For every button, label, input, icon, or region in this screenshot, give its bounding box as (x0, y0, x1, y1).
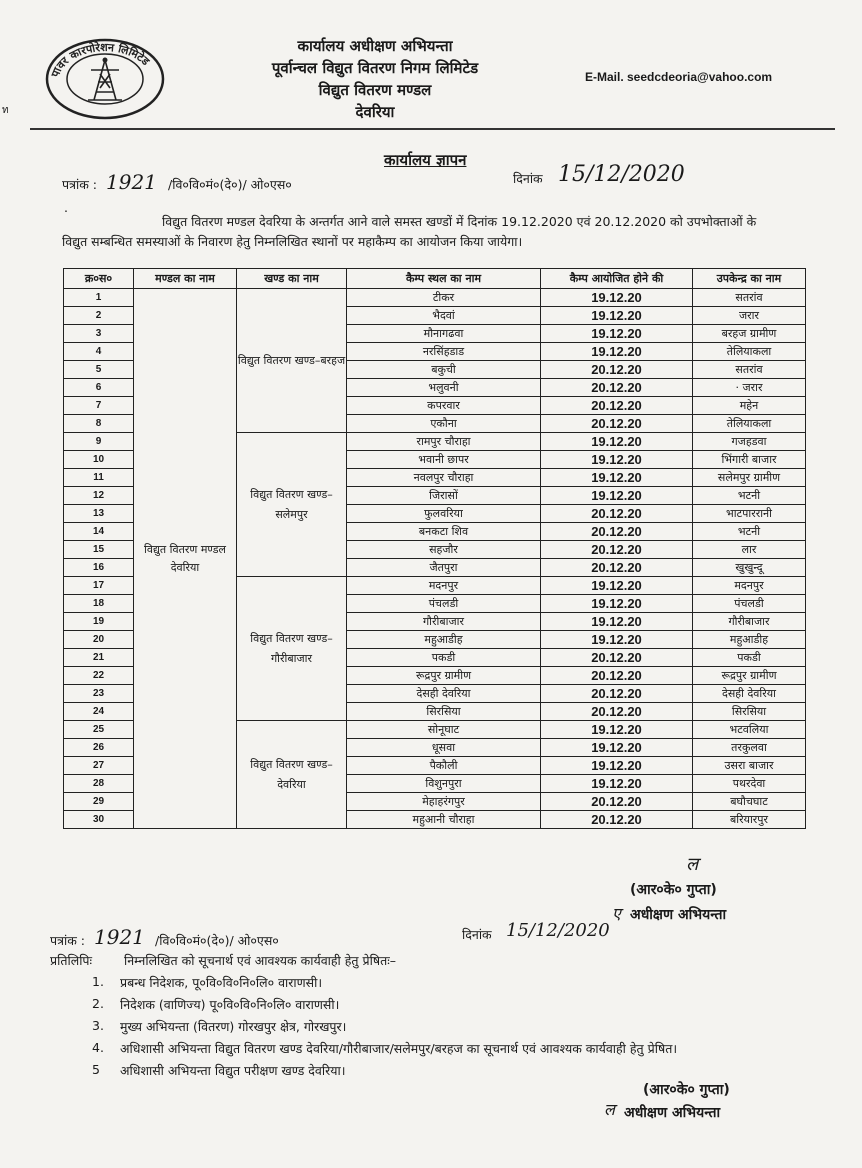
camp-date-cell: 20.12.20 (541, 685, 693, 703)
camp-site-cell: महुआडीह (347, 631, 541, 649)
serial-cell: 8 (64, 415, 134, 433)
header-divider (30, 128, 835, 130)
ref-number: 1921 (106, 170, 157, 194)
camp-date-cell: 20.12.20 (541, 379, 693, 397)
camp-site-cell: धूसवा (347, 739, 541, 757)
camp-date-cell: 19.12.20 (541, 739, 693, 757)
camp-date-cell: 19.12.20 (541, 307, 693, 325)
ref-label: पत्रांक : (62, 177, 98, 192)
camp-site-cell: पैकौली (347, 757, 541, 775)
camp-site-cell: कपरवार (347, 397, 541, 415)
margin-mark: ท (2, 105, 9, 116)
serial-cell: 15 (64, 541, 134, 559)
signature-initials: ल (686, 854, 699, 875)
ref-suffix: /वि०वि०मं०(दे०)/ ओ०एस० (168, 177, 292, 192)
camp-site-cell: सहजौर (347, 541, 541, 559)
company-line: पूर्वान्चल विद्युत वितरण निगम लिमिटेड (271, 59, 479, 77)
col-header-division: खण्ड का नाम (237, 269, 347, 289)
substation-cell: पथरदेवा (693, 775, 806, 793)
substation-cell: रूद्रपुर ग्रामीण (693, 667, 806, 685)
serial-cell: 13 (64, 505, 134, 523)
signatory-name-2: (आर०के० गुप्ता) (643, 1082, 730, 1098)
cc-item-text: मुख्य अभियन्ता (वितरण) गोरखपुर क्षेत्र, गोरखपुर। (120, 1019, 347, 1034)
camp-site-cell: बकुची (347, 361, 541, 379)
margin-dot: . (64, 200, 68, 215)
copy-ref-suffix: /वि०वि०मं०(दे०)/ ओ०एस० (155, 933, 279, 948)
substation-cell: पंचलडी (693, 595, 806, 613)
serial-cell: 16 (64, 559, 134, 577)
camp-date-cell: 19.12.20 (541, 775, 693, 793)
serial-cell: 2 (64, 307, 134, 325)
office-line: कार्यालय अधीक्षण अभियन्ता (297, 37, 453, 55)
camp-site-cell: एकौना (347, 415, 541, 433)
serial-cell: 1 (64, 289, 134, 307)
circle-line: विद्युत वितरण मण्डल (318, 81, 432, 99)
cc-item-number: 2. (92, 996, 104, 1011)
body-line-1: विद्युत वितरण मण्डल देवरिया के अन्तर्गत आने वाले समस्त खण्डों में दिनांक 19.12.2020 एवं 20.12.2020 को उपभोक्ताओं के (162, 214, 757, 229)
cc-item-number: 4. (92, 1040, 104, 1055)
camp-site-cell: भैदवां (347, 307, 541, 325)
substation-cell: बघौचघाट (693, 793, 806, 811)
camp-site-cell: विशुनपुरा (347, 775, 541, 793)
serial-cell: 12 (64, 487, 134, 505)
camp-site-cell: जिरासों (347, 487, 541, 505)
camp-date-cell: 19.12.20 (541, 757, 693, 775)
camp-site-cell: पंचलडी (347, 595, 541, 613)
camp-date-cell: 19.12.20 (541, 721, 693, 739)
substation-cell: तेलियाकला (693, 415, 806, 433)
camp-date-cell: 20.12.20 (541, 505, 693, 523)
col-header-camp-date: कैम्प आयोजित होने की (541, 269, 693, 289)
col-header-mandal: मण्डल का नाम (134, 269, 237, 289)
camp-site-cell: सिरसिया (347, 703, 541, 721)
division-cell: विद्युत वितरण खण्ड–सलेमपुर (237, 433, 347, 577)
serial-cell: 25 (64, 721, 134, 739)
substation-cell: · जरार (693, 379, 806, 397)
camp-site-cell: बनकटा शिव (347, 523, 541, 541)
substation-cell: भाटपाररानी (693, 505, 806, 523)
serial-cell: 29 (64, 793, 134, 811)
camp-date-cell: 19.12.20 (541, 577, 693, 595)
camp-site-cell: रामपुर चौराहा (347, 433, 541, 451)
col-header-substation: उपकेन्द्र का नाम (693, 269, 806, 289)
camp-site-cell: महुआनी चौराहा (347, 811, 541, 829)
substation-cell: भटवलिया (693, 721, 806, 739)
camp-site-cell: मदनपुर (347, 577, 541, 595)
camp-date-cell: 19.12.20 (541, 631, 693, 649)
substation-cell: उसरा बाजार (693, 757, 806, 775)
camp-date-cell: 19.12.20 (541, 451, 693, 469)
substation-cell: मदनपुर (693, 577, 806, 595)
camp-site-cell: मौनागढवा (347, 325, 541, 343)
serial-cell: 17 (64, 577, 134, 595)
serial-cell: 18 (64, 595, 134, 613)
substation-cell: तेलियाकला (693, 343, 806, 361)
signature-scribble-2: ल (604, 1100, 615, 1119)
signatory-designation: अधीक्षण अभियन्ता (630, 907, 727, 923)
camp-date-cell: 19.12.20 (541, 433, 693, 451)
substation-cell: भिंगारी बाजार (693, 451, 806, 469)
serial-cell: 6 (64, 379, 134, 397)
camp-site-cell: सोनूघाट (347, 721, 541, 739)
camp-site-cell: देसही देवरिया (347, 685, 541, 703)
camp-date-cell: 19.12.20 (541, 343, 693, 361)
signature-scribble: ए (612, 904, 621, 923)
serial-cell: 3 (64, 325, 134, 343)
serial-cell: 10 (64, 451, 134, 469)
serial-cell: 7 (64, 397, 134, 415)
camp-date-cell: 20.12.20 (541, 541, 693, 559)
substation-cell: सिरसिया (693, 703, 806, 721)
substation-cell: गौरीबाजार (693, 613, 806, 631)
cc-item-number: 1. (92, 974, 104, 989)
substation-cell: महुआडीह (693, 631, 806, 649)
memo-title: कार्यालय ज्ञापन (384, 151, 467, 169)
cc-item (92, 974, 832, 996)
camp-site-cell: भलुवनी (347, 379, 541, 397)
signatory-name: (आर०के० गुप्ता) (630, 882, 717, 898)
table-header-row (64, 269, 806, 289)
camp-date-cell: 20.12.20 (541, 361, 693, 379)
substation-cell: बरियारपुर (693, 811, 806, 829)
serial-cell: 23 (64, 685, 134, 703)
camp-site-cell: जैतपुरा (347, 559, 541, 577)
cc-label: प्रतिलिपिः (50, 953, 93, 968)
substation-cell: लार (693, 541, 806, 559)
cc-item (92, 996, 832, 1018)
serial-cell: 14 (64, 523, 134, 541)
camp-date-cell: 19.12.20 (541, 613, 693, 631)
substation-cell: भटनी (693, 523, 806, 541)
cc-list (92, 974, 832, 1084)
serial-cell: 4 (64, 343, 134, 361)
serial-cell: 5 (64, 361, 134, 379)
camp-site-cell: भवानी छापर (347, 451, 541, 469)
email-address: E-Mail. seedcdeoria@vahoo.com (585, 70, 773, 84)
camp-date-cell: 19.12.20 (541, 289, 693, 307)
camp-date-cell: 19.12.20 (541, 469, 693, 487)
col-header-camp-site: कैम्प स्थल का नाम (347, 269, 541, 289)
camp-site-cell: पकडी (347, 649, 541, 667)
company-logo (44, 38, 166, 120)
serial-cell: 28 (64, 775, 134, 793)
cc-item (92, 1018, 832, 1040)
camp-date-cell: 20.12.20 (541, 559, 693, 577)
camp-site-cell: फुलवरिया (347, 505, 541, 523)
cc-item-text: निदेशक (वाणिज्य) पू०वि०वि०नि०लि० वाराणसी। (120, 997, 340, 1012)
camp-date-cell: 20.12.20 (541, 523, 693, 541)
copy-date-label: दिनांक (462, 927, 492, 942)
serial-cell: 20 (64, 631, 134, 649)
substation-cell: बरहज ग्रामीण (693, 325, 806, 343)
city-line: देवरिया (355, 103, 395, 121)
table-row (64, 289, 806, 307)
camp-date-cell: 20.12.20 (541, 649, 693, 667)
substation-cell: सलेमपुर ग्रामीण (693, 469, 806, 487)
substation-cell: पकडी (693, 649, 806, 667)
serial-cell: 19 (64, 613, 134, 631)
mandal-cell: विद्युत वितरण मण्डल देवरिया (134, 289, 237, 829)
cc-item-text: अधिशासी अभियन्ता विद्युत वितरण खण्ड देवरिया/गौरीबाजार/सलेमपुर/बरहज का सूचनार्थ एवं आवश्यक कार्यवाही हेतु प्रेषित। (120, 1041, 678, 1056)
cc-item-text: प्रबन्ध निदेशक, पू०वि०वि०नि०लि० वाराणसी। (120, 975, 323, 990)
serial-cell: 22 (64, 667, 134, 685)
body-line-2: विद्युत सम्बन्धित समस्याओं के निवारण हेतु निम्नलिखित स्थानों पर महाकैम्प का आयोजन किया जायेगा। (62, 234, 523, 249)
substation-cell: तरकुलवा (693, 739, 806, 757)
date-value: 15/12/2020 (558, 162, 685, 187)
cc-item-number: 3. (92, 1018, 104, 1033)
camp-date-cell: 20.12.20 (541, 415, 693, 433)
camp-site-cell: नरसिंहडाड (347, 343, 541, 361)
serial-cell: 27 (64, 757, 134, 775)
date-label: दिनांक (513, 171, 543, 186)
cc-item-number: 5 (92, 1062, 100, 1077)
logo-text: पावर कारपोरेशन लिमिटेड (48, 40, 152, 80)
serial-cell: 11 (64, 469, 134, 487)
substation-cell: देसही देवरिया (693, 685, 806, 703)
signatory-designation-2: अधीक्षण अभियन्ता (624, 1105, 721, 1121)
substation-cell: सतरांव (693, 289, 806, 307)
camp-site-cell: मेहाहरंगपुर (347, 793, 541, 811)
substation-cell: महेन (693, 397, 806, 415)
camp-date-cell: 20.12.20 (541, 667, 693, 685)
camp-date-cell: 20.12.20 (541, 793, 693, 811)
substation-cell: खुखुन्दू (693, 559, 806, 577)
substation-cell: गजहडवा (693, 433, 806, 451)
camp-site-cell: गौरीबाजार (347, 613, 541, 631)
copy-ref-label: पत्रांक : (50, 933, 86, 948)
cc-intro: निम्नलिखित को सूचनार्थ एवं आवश्यक कार्यवाही हेतु प्रेषितः– (124, 953, 396, 968)
division-cell: विद्युत वितरण खण्ड–देवरिया (237, 721, 347, 829)
division-cell: विद्युत वितरण खण्ड–बरहज (237, 289, 347, 433)
camp-date-cell: 19.12.20 (541, 325, 693, 343)
substation-cell: भटनी (693, 487, 806, 505)
serial-cell: 30 (64, 811, 134, 829)
serial-cell: 9 (64, 433, 134, 451)
camp-site-cell: नवलपुर चौराहा (347, 469, 541, 487)
camp-site-cell: टीकर (347, 289, 541, 307)
camp-date-cell: 19.12.20 (541, 595, 693, 613)
serial-cell: 24 (64, 703, 134, 721)
serial-cell: 26 (64, 739, 134, 757)
col-header-serial: क्र०स० (64, 269, 134, 289)
cc-item-text: अधिशासी अभियन्ता विद्युत परीक्षण खण्ड देवरिया। (120, 1063, 346, 1078)
camp-date-cell: 20.12.20 (541, 397, 693, 415)
division-cell: विद्युत वितरण खण्ड–गौरीबाजार (237, 577, 347, 721)
camp-date-cell: 20.12.20 (541, 811, 693, 829)
cc-item (92, 1040, 832, 1062)
substation-cell: सतरांव (693, 361, 806, 379)
substation-cell: जरार (693, 307, 806, 325)
camp-date-cell: 19.12.20 (541, 487, 693, 505)
camp-date-cell: 20.12.20 (541, 703, 693, 721)
serial-cell: 21 (64, 649, 134, 667)
camp-schedule-table (63, 268, 806, 829)
camp-site-cell: रूद्रपुर ग्रामीण (347, 667, 541, 685)
copy-ref-number: 1921 (94, 925, 145, 949)
copy-date-value: 15/12/2020 (506, 920, 610, 941)
